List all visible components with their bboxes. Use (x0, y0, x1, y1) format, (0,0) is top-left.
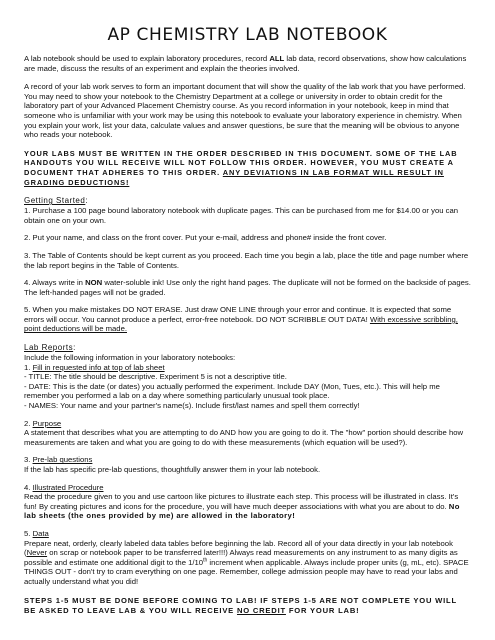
item-5-text: 5. When you make mistakes DO NOT ERASE. Just draw ONE LINE through your error and continue. It is expected that some errors will occur. You cannot produce a perfect, error-free notebook. DO NOT SCRIBBLE OUT DATA! (24, 305, 452, 324)
item-number: 2. (24, 418, 33, 428)
title-line: - TITLE: The title should be descriptive. Experiment 5 is not a descriptive title. (24, 372, 287, 382)
getting-started-item-2: 2. Put your name, and class on the front cover. Put your e-mail, address and phone# inside the front cover. (24, 233, 387, 243)
format-warning (24, 149, 471, 187)
warning-underlined: ANY DEVIATIONS IN LAB FORMAT WILL RESULT IN GRADING DEDUCTIONS! (24, 167, 444, 187)
item-label: Pre-lab questions (32, 455, 93, 465)
procedure-emphasis: No lab sheets (the ones provided by me) are allowed in the laboratory! (24, 501, 460, 521)
item-label: Illustrated Procedure (32, 482, 104, 492)
intro-text: A lab notebook should be used to explain laboratory procedures, record (24, 54, 270, 63)
procedure-body: Read the procedure given to you and use cartoon like pictures to illustrate each step. This process will be illustrated in class. It's fun! By creating pictures and icons for the procedure, you will have much deeper associations with what you are about to do. (24, 492, 459, 511)
getting-started-item-3: 3. The Table of Contents should be kept current as you proceed. Each time you begin a lab, place the title and page number where the lab report begins in the Table of Contents. (24, 250, 469, 270)
item-4-emphasis: NON (85, 278, 103, 288)
superscript: th (203, 557, 208, 564)
data-body-2: on scrap or notebook paper to be transferred later!!!) Always read measurements on any instrument to as many digits as possible and estimate one additional digit to the 1/10 (24, 548, 458, 567)
lab-reports-item-2 (24, 419, 471, 429)
intro-paragraph-1 (24, 54, 471, 73)
lab-reports-item-4 (24, 483, 471, 493)
heading-colon: : (73, 343, 76, 353)
lab-reports-heading (24, 343, 471, 353)
getting-started-item-1: 1. Purchase a 100 page bound laboratory notebook with duplicate pages. This can be purchased from me for $14.00 or you can obtain one on your own. (24, 206, 459, 225)
item-number: 4. (24, 482, 33, 492)
getting-started-item-4 (24, 278, 471, 297)
intro-paragraph-2: A record of your lab work serves to form an important document that will show the quality of the lab work that you have performed. You may need to show your notebook to the Chemistry Department at a college or university in order to obtain credit for the laboratory part of your Advanced Placement Chemistry course. As you record information in your notebook, keep in mind that someone who is unfamiliar with your work may be using this notebook to evaluate your laboratory experience in chemistry. When you explain your work, list your data, calculate values and answer questions, be sure that the meaning will be obvious to anyone who reads your notebook. (24, 82, 466, 140)
item-label: Data (32, 528, 49, 538)
names-line: - NAMES: Your name and your partner's name(s). Include first/last names and spell them correctly! (24, 401, 360, 411)
data-body-3: increment when applicable. Always include proper units (g, mL, etc). SPACE THINGS OUT - don't try to cram everything on one page. Remember, college admission people may have to read your labs and actually understand what you did! (24, 557, 469, 586)
footer-underlined: NO CREDIT (236, 605, 286, 615)
footer-end: FOR YOUR LAB! (285, 605, 360, 615)
lab-reports-item-3 (24, 455, 471, 465)
lab-reports-intro: Include the following information in your laboratory notebooks: (24, 353, 236, 363)
data-emphasis: Never (26, 548, 48, 558)
lab-reports-item-1 (24, 363, 471, 373)
prelab-text: If the lab has specific pre-lab questions, thoughtfully answer them in your lab notebook. (24, 465, 321, 474)
getting-started-label: Getting Started (24, 196, 86, 206)
footer-text: STEPS 1-5 MUST BE DONE BEFORE COMING TO LAB! IF STEPS 1-5 ARE NOT COMPLETE YOU WILL BE ASKED TO LEAVE LAB & YOU WILL RECEIVE (24, 595, 457, 615)
item-4-text: 4. Always write in (24, 278, 86, 288)
data-body: Prepare neat, orderly, clearly labeled data tables before beginning the lab. Record all of your data directly in your lab notebook ( (24, 538, 453, 558)
warning-text: YOUR LABS MUST BE WRITTEN IN THE ORDER DESCRIBED IN THIS DOCUMENT. SOME OF THE LAB HANDOUTS YOU WILL RECEIVE WILL NOT FOLLOW THIS ORDER. HOWEVER, YOU MUST CREATE A DOCUMENT THAT ADHERES TO THIS ORDER. (24, 148, 458, 177)
item-number: 1. (24, 362, 33, 372)
item-label: Fill in requested info at top of lab sheet (32, 362, 165, 372)
item-label: Purpose (32, 418, 62, 428)
lab-reports-item-5 (24, 529, 471, 539)
heading-colon: : (85, 196, 89, 206)
item-number: 3. (24, 455, 33, 465)
getting-started-heading (24, 196, 471, 206)
item-4-text-end: water-soluble ink! Use only the right hand pages. The duplicate will not be formed on the backside of pages. The left-handed pages will not be graded. (24, 278, 471, 297)
lab-reports-label: Lab Reports (24, 343, 74, 353)
item-number: 5. (24, 528, 33, 538)
footer-warning (24, 596, 471, 616)
page-title: AP CHEMISTRY LAB NOTEBOOK (107, 25, 388, 45)
date-line: - DATE: This is the date (or dates) you actually performed the experiment. Include DAY (Mon, Tues, etc.). This will help me remember you performed a lab on a day where something particularly unusual took place. (24, 381, 440, 401)
data-text (24, 539, 471, 587)
purpose-text: A statement that describes what you are attempting to do AND how you are going to do it. The "how" portion should describe how measurements are taken and what you are going to do with these measurements (which equation will be used?). (24, 428, 464, 447)
procedure-text (24, 492, 471, 521)
item-5-underlined: With excessive scribbling, point deductions will be made. (24, 314, 458, 334)
getting-started-item-5 (24, 305, 471, 334)
intro-text-end: lab data, record observations, show how calculations are made, discuss the results of an experiment and explain the theories involved. (24, 54, 467, 73)
intro-emphasis: ALL (269, 54, 285, 63)
